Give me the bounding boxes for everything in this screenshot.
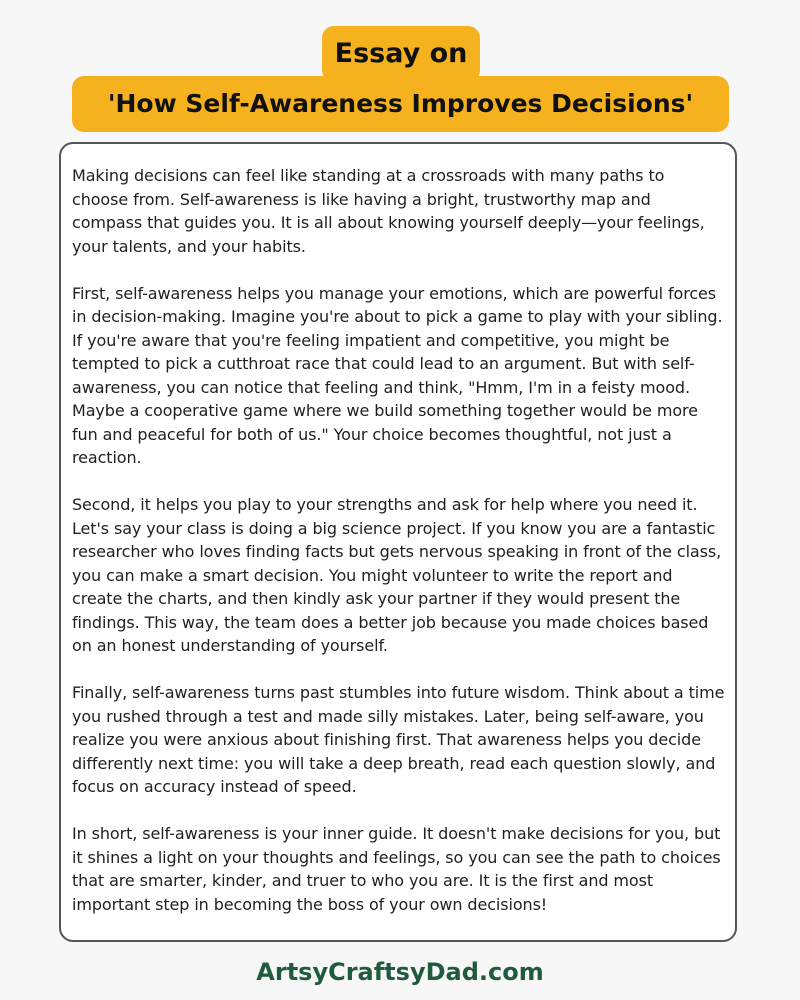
essay-paragraph-2: First, self-awareness helps you manage your emotions, which are powerful forces in decision-making. Imagine you're about to pick a game to play with your sibling. If you're aware that you're feeling impatient and competitive, you might be tempted to pick a cutthroat race that could lead to an argument. But with self-awareness, you can notice that feeling and think, "Hmm, I'm in a feisty mood. Maybe a cooperative game where we build something together would be more fun and peaceful for both of us." Your choice becomes thoughtful, not just a reaction. [72, 283, 723, 467]
essay-paragraph-3: Second, it helps you play to your strengths and ask for help where you need it. Let's say your class is doing a big science project. If you know you are a fantastic researcher who loves finding facts but gets nervous speaking in front of the class, you can make a smart decision. You might volunteer to write the report and create the charts, and then kindly ask your partner if they would present the findings. This way, the team does a better job because you made choices based on an honest understanding of yourself. [72, 495, 722, 655]
essay-paragraph-4: Finally, self-awareness turns past stumbles into future wisdom. Think about a time you rushed through a test and made silly mistakes. Later, being self-aware, you realize you were anxious about finishing first. That awareness helps you decide differently next time: you will take a deep breath, read each question slowly, and focus on accuracy instead of speed. [72, 683, 725, 796]
essay-body [59, 142, 737, 942]
title-line-1: Essay on [334, 38, 468, 69]
essay-paragraph-5: In short, self-awareness is your inner guide. It doesn't make decisions for you, but it shines a light on your thoughts and feelings, so you can see the path to choices that are smarter, kinder, and truer to who you are. It is the first and most important step in becoming the boss of your own decisions! [72, 824, 721, 914]
title-line-2: 'How Self-Awareness Improves Decisions' [107, 89, 694, 118]
title-banner [0, 26, 800, 132]
site-footer-link[interactable]: ArtsyCraftsyDad.com [256, 958, 544, 986]
essay-paragraph-1: Making decisions can feel like standing at a crossroads with many paths to choose from. Self-awareness is like having a bright, trustworthy map and compass that guides you. It is all about knowing yourself deeply—your feelings, your talents, and your habits. [72, 166, 705, 256]
